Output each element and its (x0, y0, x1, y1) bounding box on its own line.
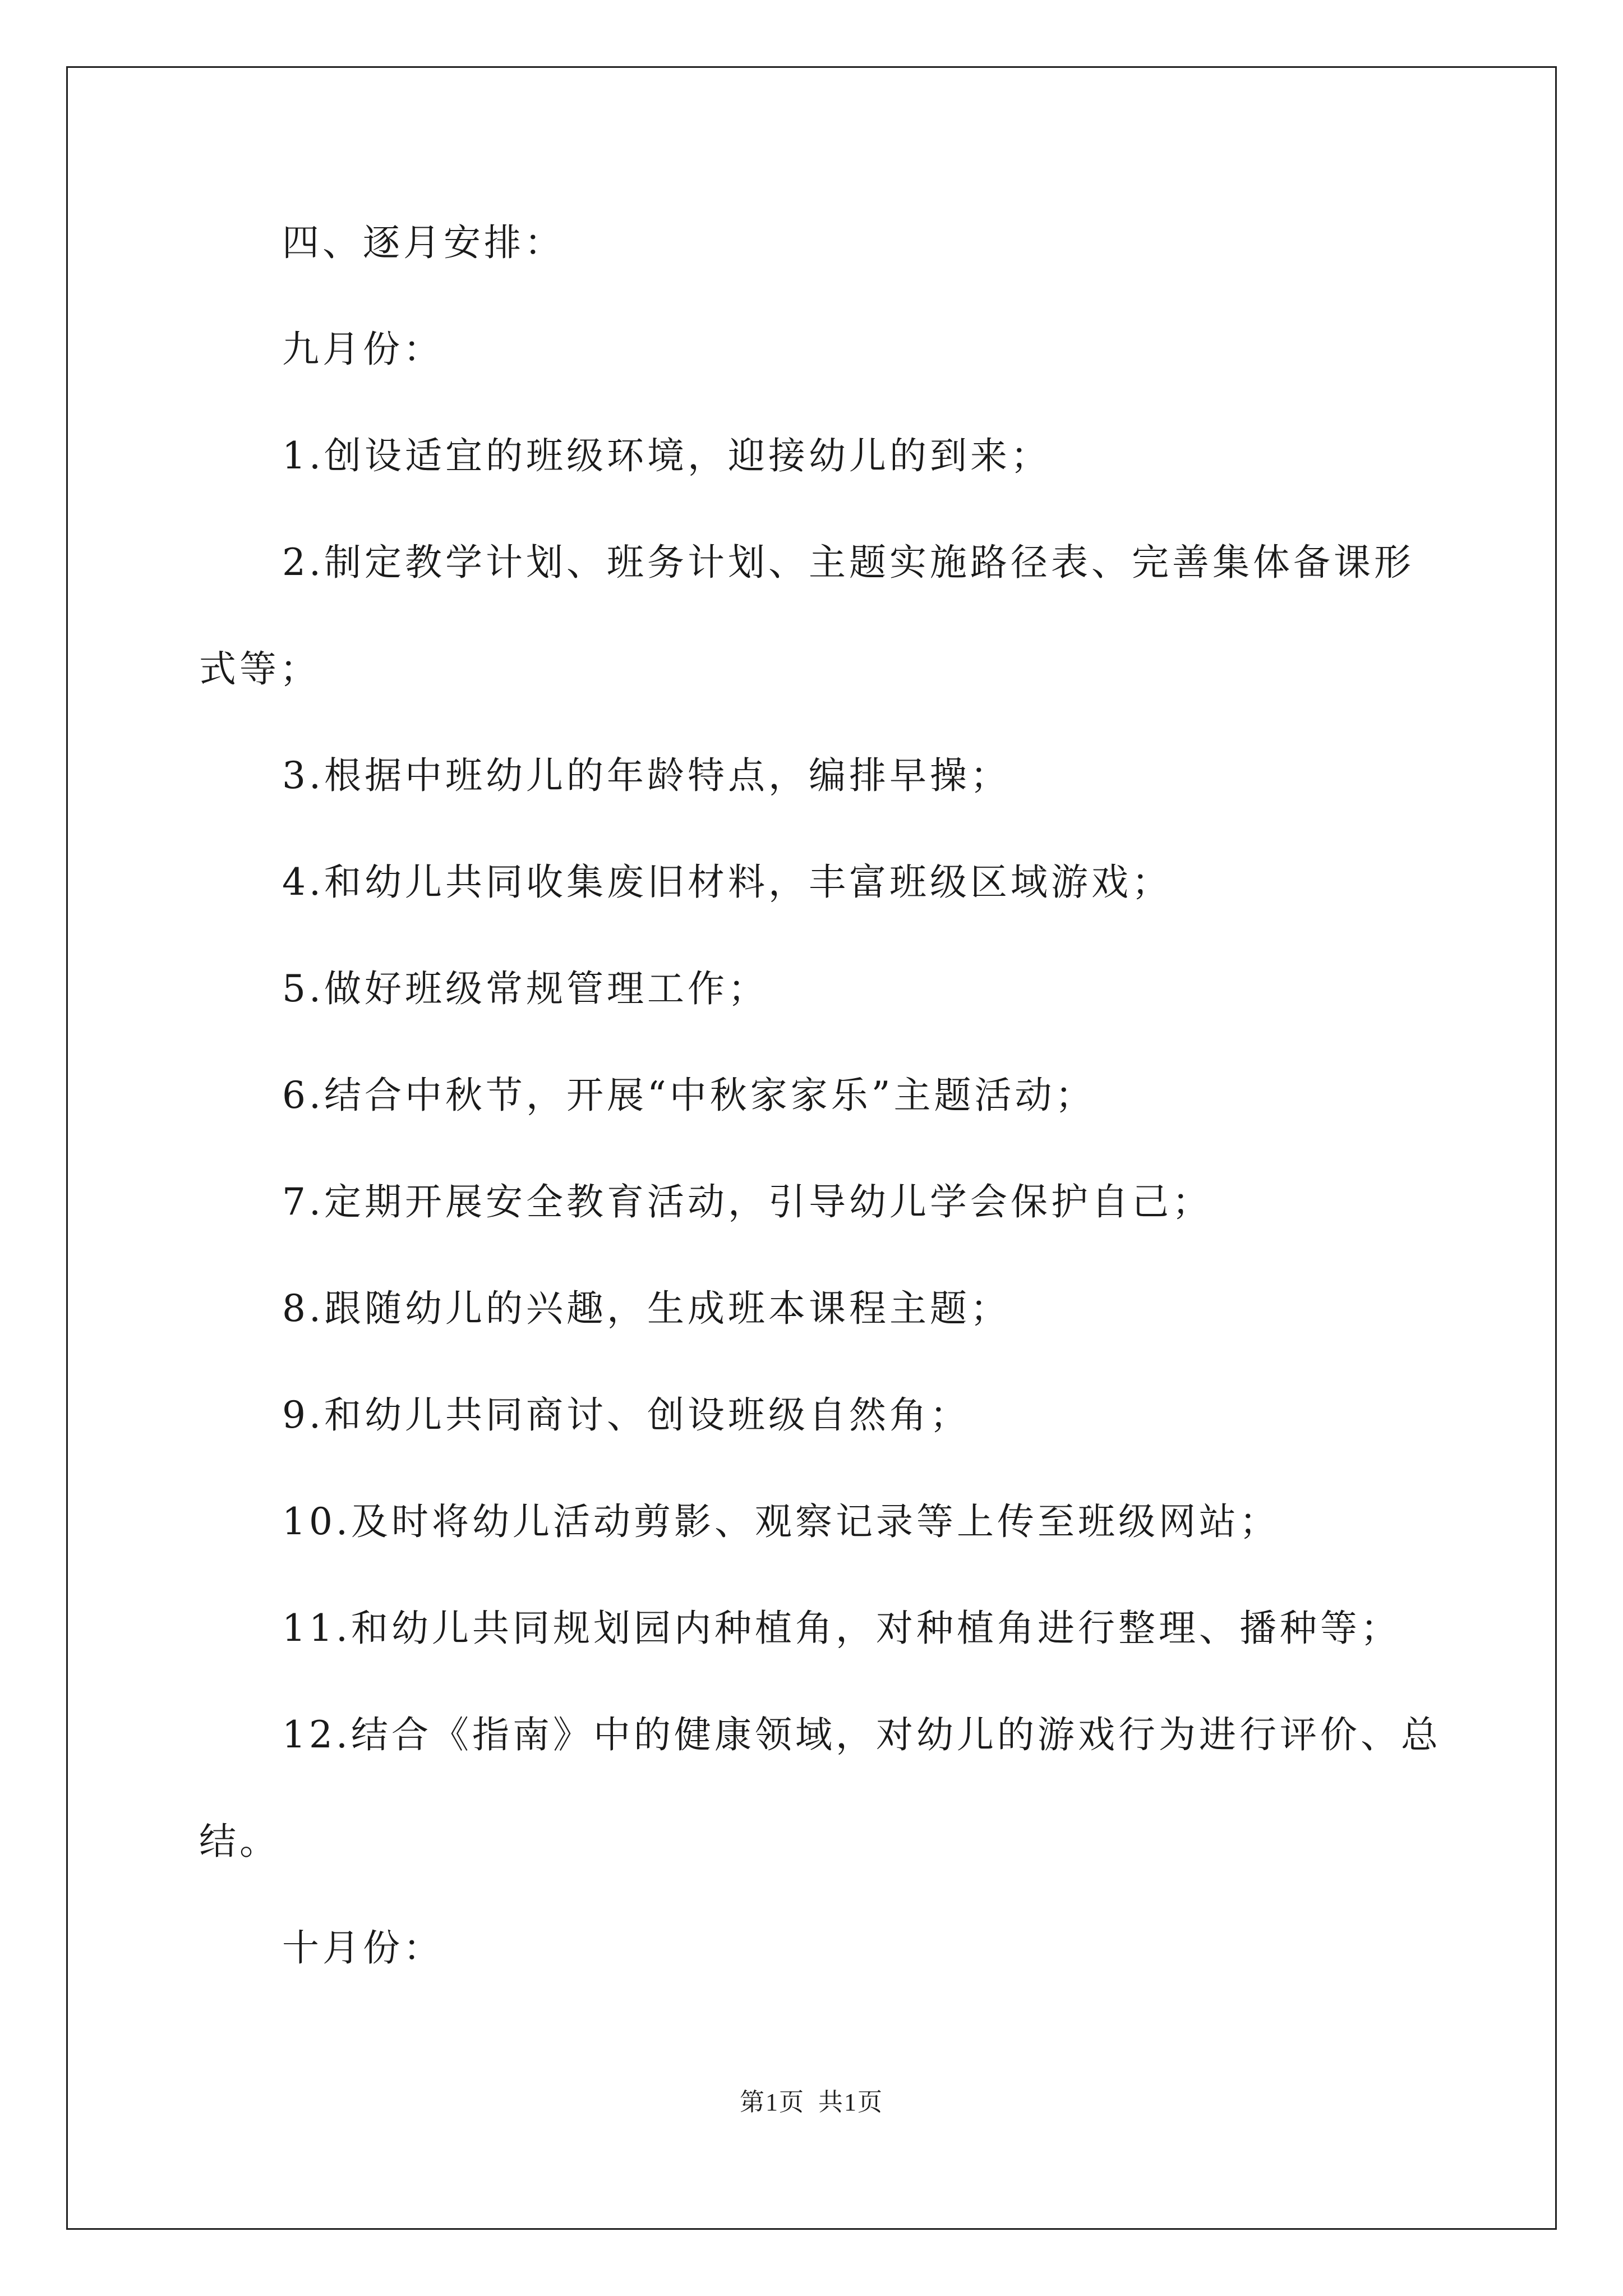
list-item: 10.及时将幼儿活动剪影、观察记录等上传至班级网站； (282, 1500, 1280, 1543)
list-item-continuation: 结。 (199, 1820, 280, 1863)
list-item: 5.做好班级常规管理工作； (282, 967, 768, 1010)
section-heading: 四、逐月安排： (282, 221, 565, 264)
total-pages-label: 共1页 (818, 2088, 883, 2116)
list-item: 12.结合《指南》中的健康领域，对幼儿的游戏行为进行评价、总 (282, 1713, 1441, 1756)
list-item: 3.根据中班幼儿的年龄特点，编排早操； (282, 754, 1011, 797)
list-item: 1.创设适宜的班级环境，迎接幼儿的到来； (282, 434, 1051, 477)
list-item: 7.定期开展安全教育活动，引导幼儿学会保护自己； (282, 1180, 1212, 1223)
current-page-label: 第1页 (740, 2088, 805, 2116)
list-item: 8.跟随幼儿的兴趣，生成班本课程主题； (282, 1287, 1011, 1330)
list-item: 11.和幼儿共同规划园内种植角，对种植角进行整理、播种等； (282, 1607, 1401, 1650)
page-border (66, 66, 1557, 2230)
month-heading-october: 十月份： (282, 1926, 444, 1970)
list-item-continuation: 式等； (199, 647, 320, 691)
list-item: 4.和幼儿共同收集废旧材料，丰富班级区域游戏； (282, 861, 1172, 904)
page-footer (0, 2090, 1623, 2115)
month-heading-september: 九月份： (282, 328, 444, 371)
list-item: 6.结合中秋节，开展“中秋家家乐”主题活动； (282, 1074, 1096, 1117)
list-item: 2.制定教学计划、班务计划、主题实施路径表、完善集体备课形 (282, 541, 1414, 584)
list-item: 9.和幼儿共同商讨、创设班级自然角； (282, 1393, 970, 1437)
